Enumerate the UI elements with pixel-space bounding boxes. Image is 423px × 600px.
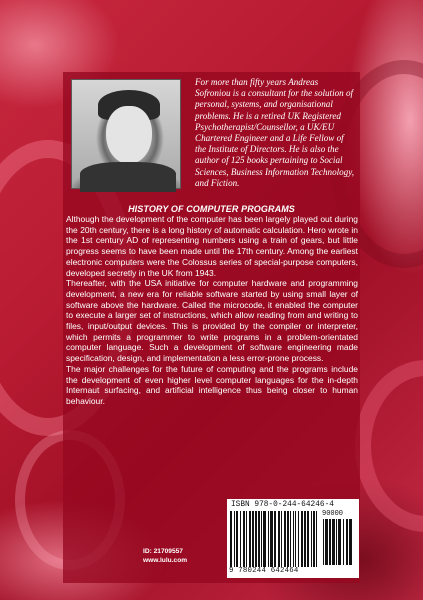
barcode-bar [281, 511, 282, 567]
barcode-bar [270, 511, 273, 567]
barcode-bar [243, 511, 245, 567]
price-barcode-bars [323, 519, 353, 565]
barcode-bar [287, 511, 289, 567]
barcode-bar [307, 511, 309, 567]
isbn-barcode [227, 499, 359, 578]
barcode-bar [284, 511, 286, 567]
barcode-bar [329, 519, 331, 565]
barcode-bar [274, 511, 276, 567]
barcode-bar [240, 511, 241, 567]
barcode-bar [338, 519, 341, 565]
barcode-bar [298, 511, 299, 567]
description-paragraph: Although the development of the computer has been largely played out during the 20th century, there is a long history of automatic calculation. Hero wrote in the 1st century AD of representing numbers using a train of gears, but little progress seems to have been made until the 17th century. Among the earliest electronic computers were the Colossus series of special-purpose computers, developed secretly in the UK from 1943. [66, 214, 358, 278]
barcode-bar [255, 511, 257, 567]
barcode-bar [268, 511, 269, 567]
price-code: 90000 [322, 510, 344, 518]
barcode-bar [261, 511, 262, 567]
barcode-bar [230, 511, 232, 567]
barcode-bar [325, 519, 328, 565]
author-photo [71, 79, 181, 189]
barcode-bar [252, 511, 254, 567]
barcode-bar [323, 519, 324, 565]
isbn-number: ISBN 978-0-244-64246-4 [231, 501, 334, 509]
barcode-bar [293, 511, 294, 567]
barcode-bar [332, 519, 335, 565]
description-paragraph: Thereafter, with the USA initiative for computer hardware and programming development, a new era for reliable software started by using small layer of software above the hardware. Called the microcode, it enabled the computer to execute a larger set of instructions, which allow reading from and writing to files, input/output devices. This is provided by the compiler or interpreter, which permits a programmer to write programs in a problem-orientated computer language. Such a development of software engineering made specification, design, and implementation a less error-prone process. [66, 278, 358, 364]
description-paragraph: The major challenges for the future of computing and the programs include the development of even higher level computer languages for the in-depth Internaut surfacing, and artificial intelligence thus being closer to human behaviour. [66, 363, 358, 406]
decorative-curve [355, 360, 423, 532]
ean-digits: 9 780244 642464 [229, 567, 299, 575]
book-heading: HISTORY OF COMPUTER PROGRAMS [128, 204, 295, 214]
barcode-bar [234, 511, 235, 567]
barcode-bar [236, 511, 238, 567]
barcode-bar [316, 511, 317, 567]
barcode-bar [313, 511, 315, 567]
barcode-bar [278, 511, 280, 567]
photo-face [106, 106, 152, 164]
author-bio: For more than fifty years Andreas Sofroniou is a consultant for the solution of personal, systems, and organisational problems. He is a retired UK Registered Psychotherapist/Counsellor, a UK/EU Chartered Engineer and a Life Fellow of the Institute of Directors. He is also the author of 125 books pertaining to Social Sciences, Business Information Technology, and Fiction. [195, 77, 355, 188]
barcode-bar [311, 511, 312, 567]
barcode-bar [249, 511, 251, 567]
barcode-bar [301, 511, 303, 567]
barcode-bar [336, 519, 337, 565]
barcode-bar [349, 519, 352, 565]
barcode-bar [263, 511, 266, 567]
barcode-bar [246, 511, 247, 567]
barcode-bar [258, 511, 260, 567]
barcode-bar [304, 511, 306, 567]
publisher-id: ID: 21709557 [143, 548, 183, 555]
barcode-bar [343, 519, 344, 565]
barcode-bars [230, 511, 318, 567]
photo-body [80, 162, 176, 192]
barcode-bar [295, 511, 296, 567]
publisher-url: www.lulu.com [143, 557, 188, 564]
book-description [66, 214, 358, 407]
barcode-bar [290, 511, 291, 567]
barcode-bar [346, 519, 348, 565]
